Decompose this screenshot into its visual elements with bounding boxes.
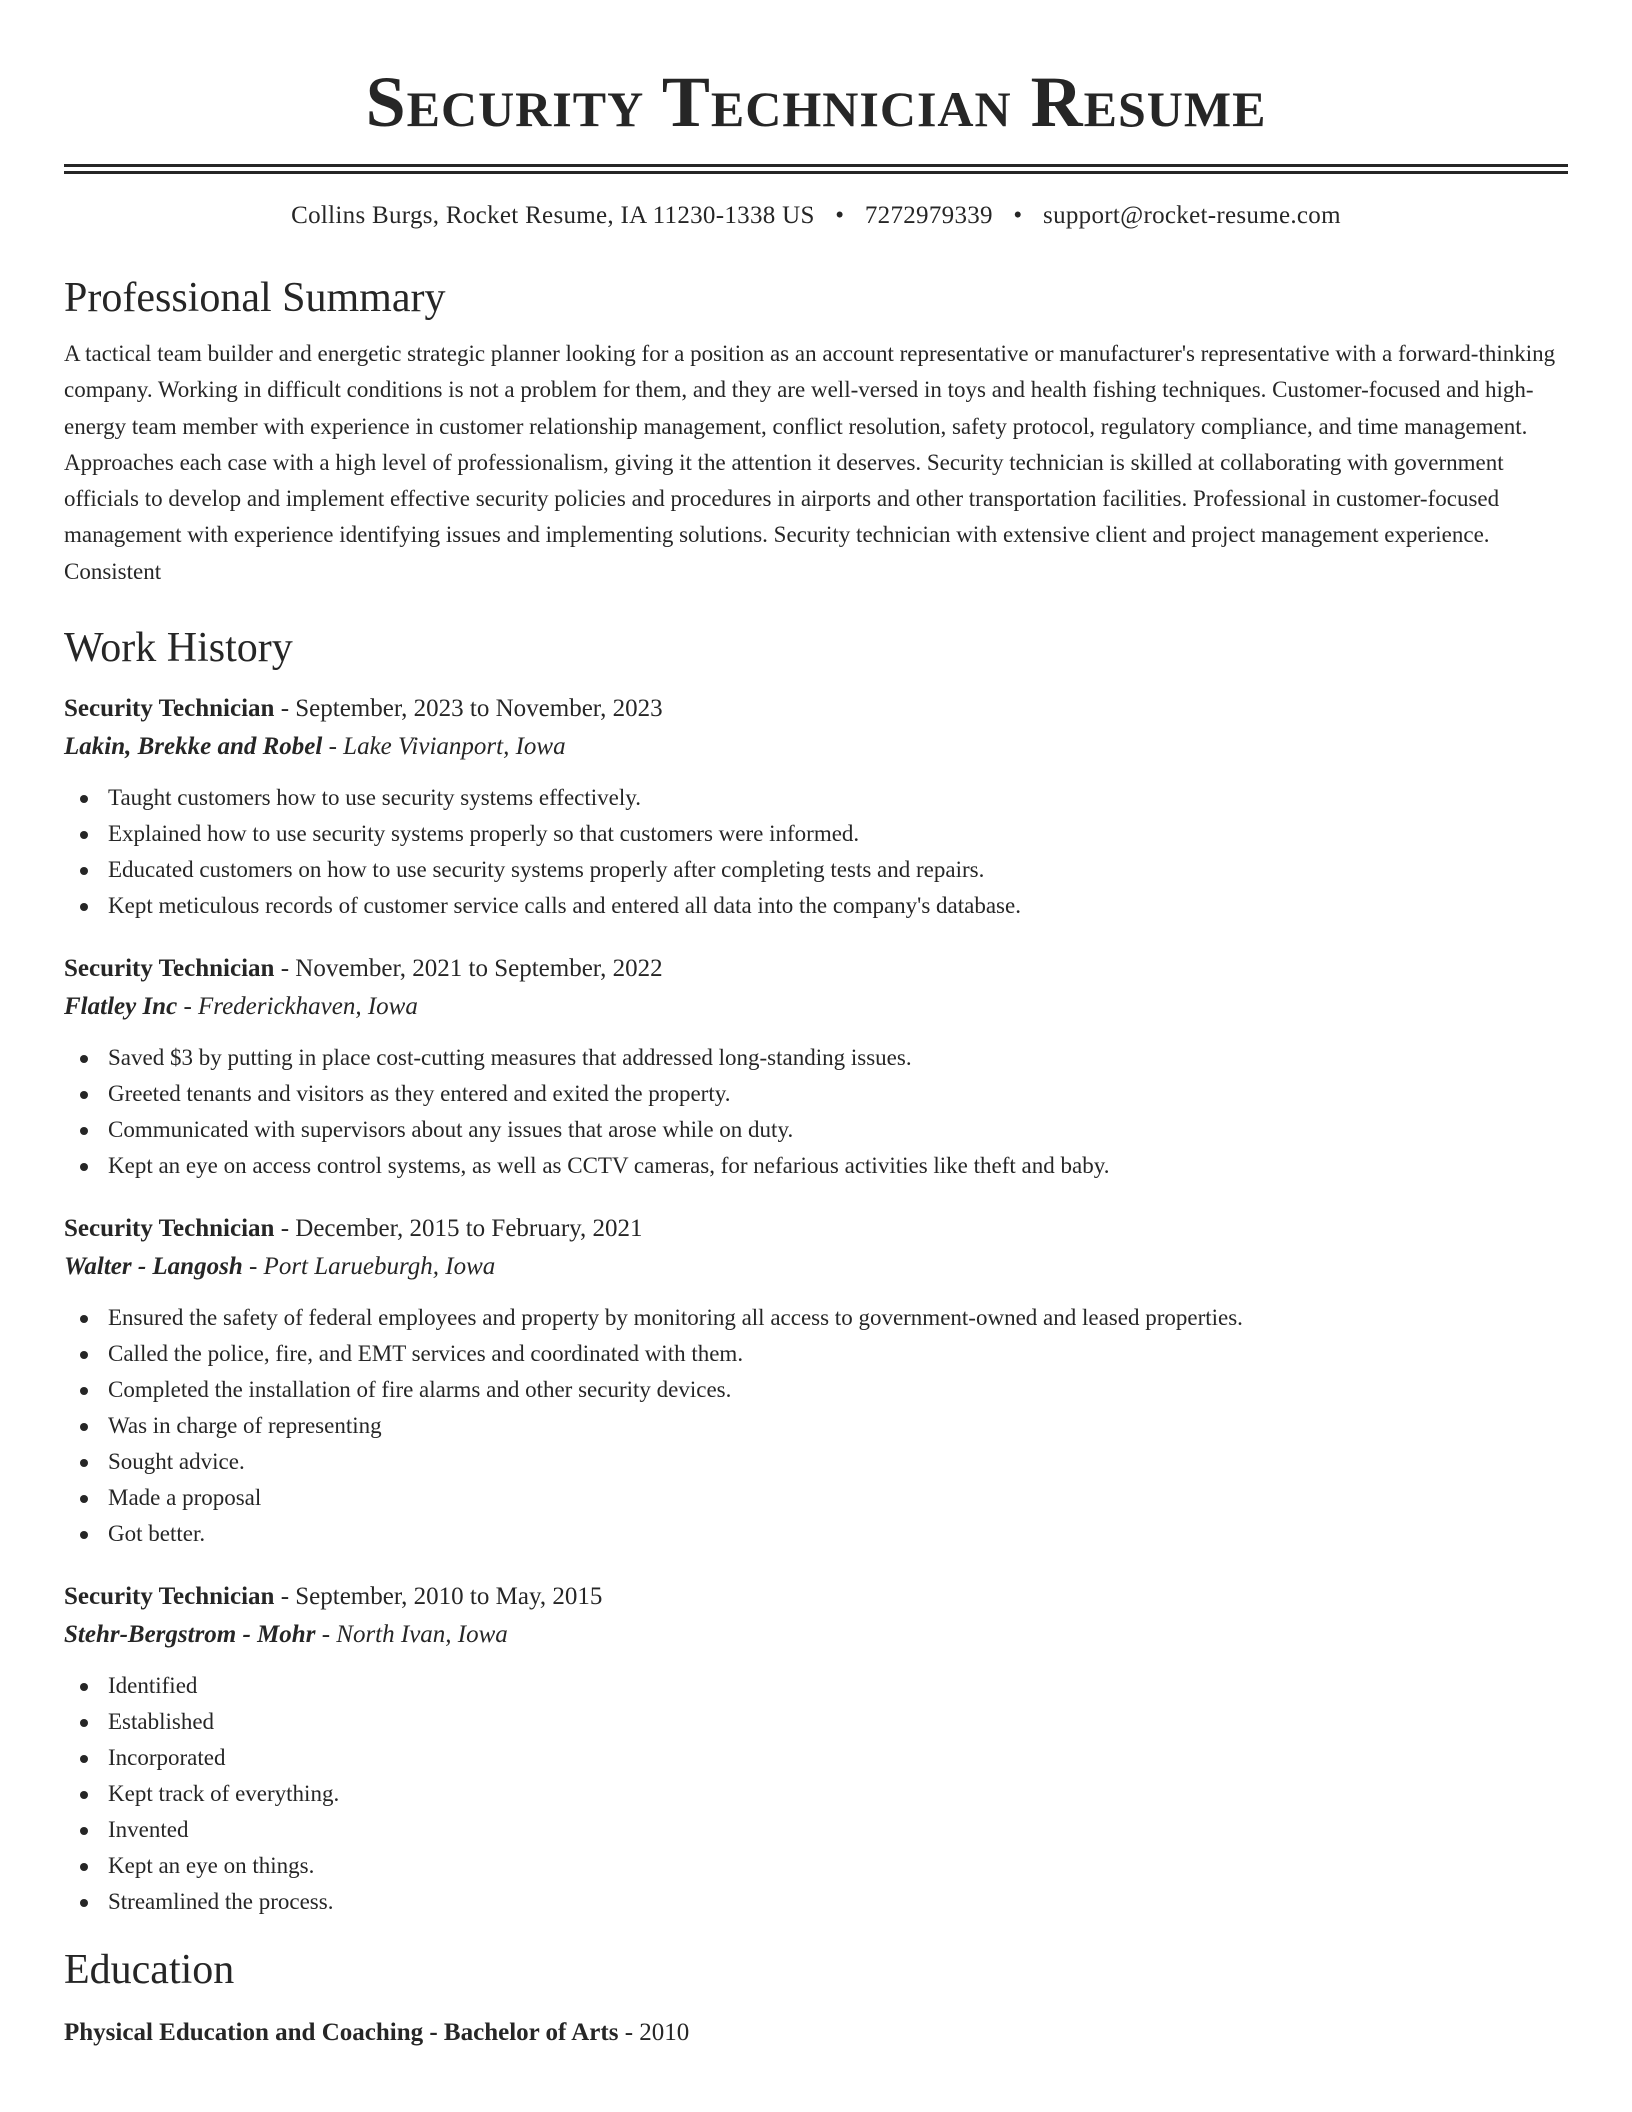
job-company-line [64,1248,1568,1286]
duty-text: Got better. [108,1521,206,1547]
list-item [108,1148,1568,1184]
duty-text: Taught customers how to use security systems effectively. [108,785,642,811]
list-item [108,1776,1568,1812]
duty-text: Sought advice. [108,1449,245,1475]
duty-text: Called the police, fire, and EMT services and coordinated with them. [108,1341,744,1367]
education-heading: Education [64,1947,235,1994]
job-company: Flatley Inc [64,993,178,1021]
duty-text: Kept meticulous records of customer service calls and entered all data into the company's database. [108,893,1021,919]
job-company-line [64,1616,1568,1654]
job-company: Stehr-Bergstrom - Mohr [64,1621,316,1649]
job-entry [64,1578,1568,1920]
duty-text: Invented [108,1817,189,1843]
duty-text: Saved $3 by putting in place cost-cutting measures that addressed long-standing issues. [108,1045,912,1071]
list-item [108,1516,1568,1552]
contact-address: Collins Burgs, Rocket Resume, IA 11230-1338 US [291,202,815,229]
duty-text: Completed the installation of fire alarms and other security devices. [108,1377,732,1403]
job-dates: - September, 2023 to November, 2023 [274,695,663,723]
contact-separator: • [835,202,845,229]
work-history-list [64,690,1568,1920]
job-title-line [64,690,1568,728]
job-duties-list [64,1300,1568,1552]
list-item [108,1812,1568,1848]
education-entry [64,2014,1568,2052]
bullet-icon [80,1755,88,1763]
job-location: - North Ivan, Iowa [315,1621,508,1649]
duty-text: Kept track of everything. [108,1781,340,1807]
duty-text: Established [108,1709,215,1735]
list-item [108,1480,1568,1516]
contact-line [64,200,1568,232]
bullet-icon [80,1719,88,1727]
resume-title: Security Technician Resume [365,62,1267,142]
bullet-icon [80,1351,88,1359]
duty-text: Explained how to use security systems properly so that customers were informed. [108,821,860,847]
bullet-icon [80,1863,88,1871]
duty-text: Communicated with supervisors about any issues that arose while on duty. [108,1117,794,1143]
list-item [108,1112,1568,1148]
bullet-icon [80,1791,88,1799]
duty-text: Streamlined the process. [108,1889,334,1915]
job-location: - Frederickhaven, Iowa [177,993,418,1021]
bullet-icon [80,1423,88,1431]
job-company: Lakin, Brekke and Robel [64,733,323,761]
bullet-icon [80,1683,88,1691]
job-duties-list [64,1668,1568,1920]
job-dates: - November, 2021 to September, 2022 [274,955,663,983]
job-entry [64,950,1568,1184]
list-item [108,1444,1568,1480]
bullet-icon [80,1827,88,1835]
duty-text: Greeted tenants and visitors as they entered and exited the property. [108,1081,731,1107]
duty-text: Kept an eye on access control systems, as well as CCTV cameras, for nefarious activities like theft and baby. [108,1153,1110,1179]
job-dates: - December, 2015 to February, 2021 [274,1215,643,1243]
job-company-line [64,728,1568,766]
education-degree: Physical Education and Coaching - Bachelor of Arts [64,2019,619,2047]
job-location: - Lake Vivianport, Iowa [322,733,566,761]
job-dates: - September, 2010 to May, 2015 [274,1583,603,1611]
job-company: Walter - Langosh [64,1253,243,1281]
bullet-icon [80,1899,88,1907]
list-item [108,1848,1568,1884]
list-item [108,1704,1568,1740]
bullet-icon [80,1315,88,1323]
list-item [108,780,1568,816]
bullet-icon [80,1127,88,1135]
bullet-icon [80,1163,88,1171]
summary-heading: Professional Summary [64,275,446,321]
duty-text: Ensured the safety of federal employees and property by monitoring all access to government-owned and leased properties. [108,1305,1243,1331]
job-entry [64,1210,1568,1552]
list-item [108,1300,1568,1336]
bullet-icon [80,1091,88,1099]
duty-text: Made a proposal [108,1485,262,1511]
job-title-line [64,950,1568,988]
list-item [108,888,1568,924]
bullet-icon [80,1459,88,1467]
list-item [108,1668,1568,1704]
contact-separator: • [1013,202,1023,229]
contact-phone: 7272979339 [864,202,993,229]
list-item [108,1372,1568,1408]
work-history-heading: Work History [64,625,293,672]
duty-text: Was in charge of representing [108,1413,382,1439]
list-item [108,1740,1568,1776]
duty-text: Identified [108,1673,198,1699]
title-divider [64,164,1568,174]
bullet-icon [80,1387,88,1395]
list-item [108,1884,1568,1920]
list-item [108,816,1568,852]
job-title: Security Technician [64,695,275,723]
job-entry [64,690,1568,924]
bullet-icon [80,903,88,911]
bullet-icon [80,1531,88,1539]
contact-email: support@rocket-resume.com [1043,202,1341,229]
job-title: Security Technician [64,955,275,983]
list-item [108,1076,1568,1112]
bullet-icon [80,1055,88,1063]
resume-page [64,0,1568,2052]
summary-text: A tactical team builder and energetic strategic planner looking for a position as an account representative or manufacturer's representative with a forward-thinking company. Working in difficult conditions is not a problem for them, and they are well-versed in toys and health fishing techniques. Customer-focused and high-energy team member with experience in customer relationship management, conflict resolution, safety protocol, regulatory compliance, and time management. Approaches each case with a high level of professionalism, giving it the attention it deserves. Security technician is skilled at collaborating with government officials to develop and implement effective security policies and procedures in airports and other transportation facilities. Professional in customer-focused management with experience identifying issues and implementing solutions. Security technician with extensive client and project management experience. Consistent [64,341,1556,584]
job-title-line [64,1210,1568,1248]
education-year: - 2010 [618,2019,690,2047]
duty-text: Educated customers on how to use security systems properly after completing tests and repairs. [108,857,985,883]
job-location: - Port Larueburgh, Iowa [242,1253,496,1281]
job-company-line [64,988,1568,1026]
duty-text: Kept an eye on things. [108,1853,315,1879]
list-item [108,1040,1568,1076]
bullet-icon [80,795,88,803]
list-item [108,1336,1568,1372]
bullet-icon [80,831,88,839]
bullet-icon [80,1495,88,1503]
job-duties-list [64,1040,1568,1184]
job-title-line [64,1578,1568,1616]
list-item [108,852,1568,888]
job-duties-list [64,780,1568,924]
list-item [108,1408,1568,1444]
duty-text: Incorporated [108,1745,226,1771]
job-title: Security Technician [64,1215,275,1243]
bullet-icon [80,867,88,875]
job-title: Security Technician [64,1583,275,1611]
